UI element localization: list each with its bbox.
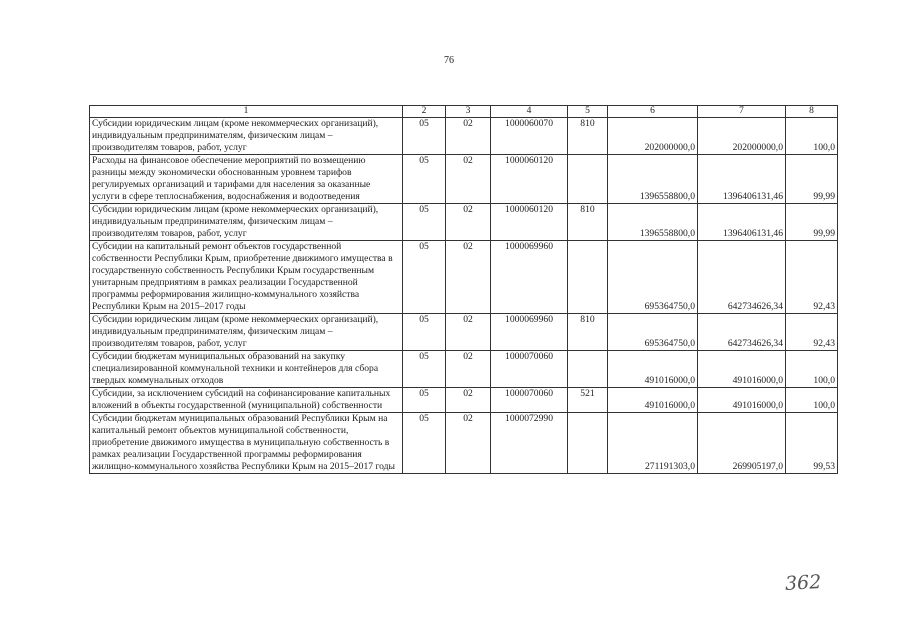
row-section: 05 [403, 118, 446, 155]
row-target-code: 1000069960 [491, 241, 568, 314]
table-row [90, 413, 838, 474]
row-subsection: 02 [446, 155, 491, 204]
row-name: Субсидии юридическим лицам (кроме некоммерческих организаций), индивидуальным предпринимателям, физическим лицам – производителям товаров, работ, услуг [90, 204, 403, 241]
row-subsection: 02 [446, 118, 491, 155]
handwritten-page-number: 362 [784, 571, 822, 595]
table-row [90, 204, 838, 241]
row-execution-percent: 100,0 [786, 118, 838, 155]
row-name: Субсидии, за исключением субсидий на софинансирование капитальных вложений в объекты государственной (муниципальной) собственности [90, 388, 403, 413]
page-number: 76 [444, 55, 454, 66]
row-section: 05 [403, 413, 446, 474]
row-execution-percent: 92,43 [786, 314, 838, 351]
row-expense-type: 521 [568, 388, 608, 413]
table-row [90, 118, 838, 155]
row-planned-amount: 271191303,0 [608, 413, 698, 474]
row-planned-amount: 491016000,0 [608, 351, 698, 388]
row-execution-percent: 99,99 [786, 155, 838, 204]
row-executed-amount: 1396406131,46 [698, 204, 786, 241]
row-section: 05 [403, 204, 446, 241]
row-expense-type [568, 351, 608, 388]
row-executed-amount: 642734626,34 [698, 241, 786, 314]
row-executed-amount: 642734626,34 [698, 314, 786, 351]
row-name: Субсидии юридическим лицам (кроме некоммерческих организаций), индивидуальным предпринимателям, физическим лицам – производителям товаров, работ, услуг [90, 118, 403, 155]
row-subsection: 02 [446, 351, 491, 388]
header-cell: 3 [446, 106, 491, 118]
row-expense-type [568, 155, 608, 204]
table-row [90, 155, 838, 204]
row-execution-percent: 92,43 [786, 241, 838, 314]
header-cell: 1 [90, 106, 403, 118]
row-executed-amount: 491016000,0 [698, 388, 786, 413]
row-name: Субсидии бюджетам муниципальных образований на закупку специализированной коммунальной техники и контейнеров для сбора твердых коммунальных отходов [90, 351, 403, 388]
row-name: Расходы на финансовое обеспечение мероприятий по возмещению разницы между экономически обоснованным уровнем тарифов регулируемых организаций и тарифами для населения за оказанные услуги в сфере теплоснабжения, водоснабжения и водоотведения [90, 155, 403, 204]
row-planned-amount: 202000000,0 [608, 118, 698, 155]
row-expense-type: 810 [568, 314, 608, 351]
row-subsection: 02 [446, 388, 491, 413]
row-planned-amount: 1396558800,0 [608, 155, 698, 204]
row-execution-percent: 99,99 [786, 204, 838, 241]
row-planned-amount: 1396558800,0 [608, 204, 698, 241]
header-cell: 2 [403, 106, 446, 118]
row-target-code: 1000070060 [491, 388, 568, 413]
row-planned-amount: 695364750,0 [608, 241, 698, 314]
row-section: 05 [403, 314, 446, 351]
row-execution-percent: 100,0 [786, 388, 838, 413]
row-target-code: 1000060120 [491, 204, 568, 241]
row-expense-type: 810 [568, 118, 608, 155]
row-target-code: 1000060070 [491, 118, 568, 155]
row-subsection: 02 [446, 241, 491, 314]
row-planned-amount: 491016000,0 [608, 388, 698, 413]
row-expense-type: 810 [568, 204, 608, 241]
row-name: Субсидии на капитальный ремонт объектов государственной собственности Республики Крым, приобретение движимого имущества в государственную собственность Республики Крым государственным унитарным предприятиям в рамках реализации Государственной программы реформирования жилищно-коммунального хозяйства Республики Крым на 2015–2017 годы [90, 241, 403, 314]
row-section: 05 [403, 241, 446, 314]
row-executed-amount: 491016000,0 [698, 351, 786, 388]
row-executed-amount: 269905197,0 [698, 413, 786, 474]
table-row [90, 388, 838, 413]
row-expense-type [568, 413, 608, 474]
header-cell: 5 [568, 106, 608, 118]
row-section: 05 [403, 388, 446, 413]
row-executed-amount: 1396406131,46 [698, 155, 786, 204]
table-row [90, 241, 838, 314]
row-target-code: 1000069960 [491, 314, 568, 351]
row-planned-amount: 695364750,0 [608, 314, 698, 351]
header-cell: 6 [608, 106, 698, 118]
row-subsection: 02 [446, 204, 491, 241]
header-cell: 7 [698, 106, 786, 118]
row-section: 05 [403, 155, 446, 204]
row-name: Субсидии бюджетам муниципальных образований Республики Крым на капитальный ремонт объектов муниципальной собственности, приобретение движимого имущества в муниципальную собственность в рамках реализации Государственной программы реформирования жилищно-коммунального хозяйства Республики Крым на 2015–2017 годы [90, 413, 403, 474]
row-subsection: 02 [446, 413, 491, 474]
row-executed-amount: 202000000,0 [698, 118, 786, 155]
header-cell: 8 [786, 106, 838, 118]
row-execution-percent: 99,53 [786, 413, 838, 474]
table-header-row [90, 106, 838, 118]
row-execution-percent: 100,0 [786, 351, 838, 388]
row-name: Субсидии юридическим лицам (кроме некоммерческих организаций), индивидуальным предпринимателям, физическим лицам – производителям товаров, работ, услуг [90, 314, 403, 351]
row-target-code: 1000060120 [491, 155, 568, 204]
table-row [90, 314, 838, 351]
table-row [90, 351, 838, 388]
budget-table [89, 105, 838, 474]
row-section: 05 [403, 351, 446, 388]
row-target-code: 1000070060 [491, 351, 568, 388]
header-cell: 4 [491, 106, 568, 118]
row-target-code: 1000072990 [491, 413, 568, 474]
row-subsection: 02 [446, 314, 491, 351]
row-expense-type [568, 241, 608, 314]
